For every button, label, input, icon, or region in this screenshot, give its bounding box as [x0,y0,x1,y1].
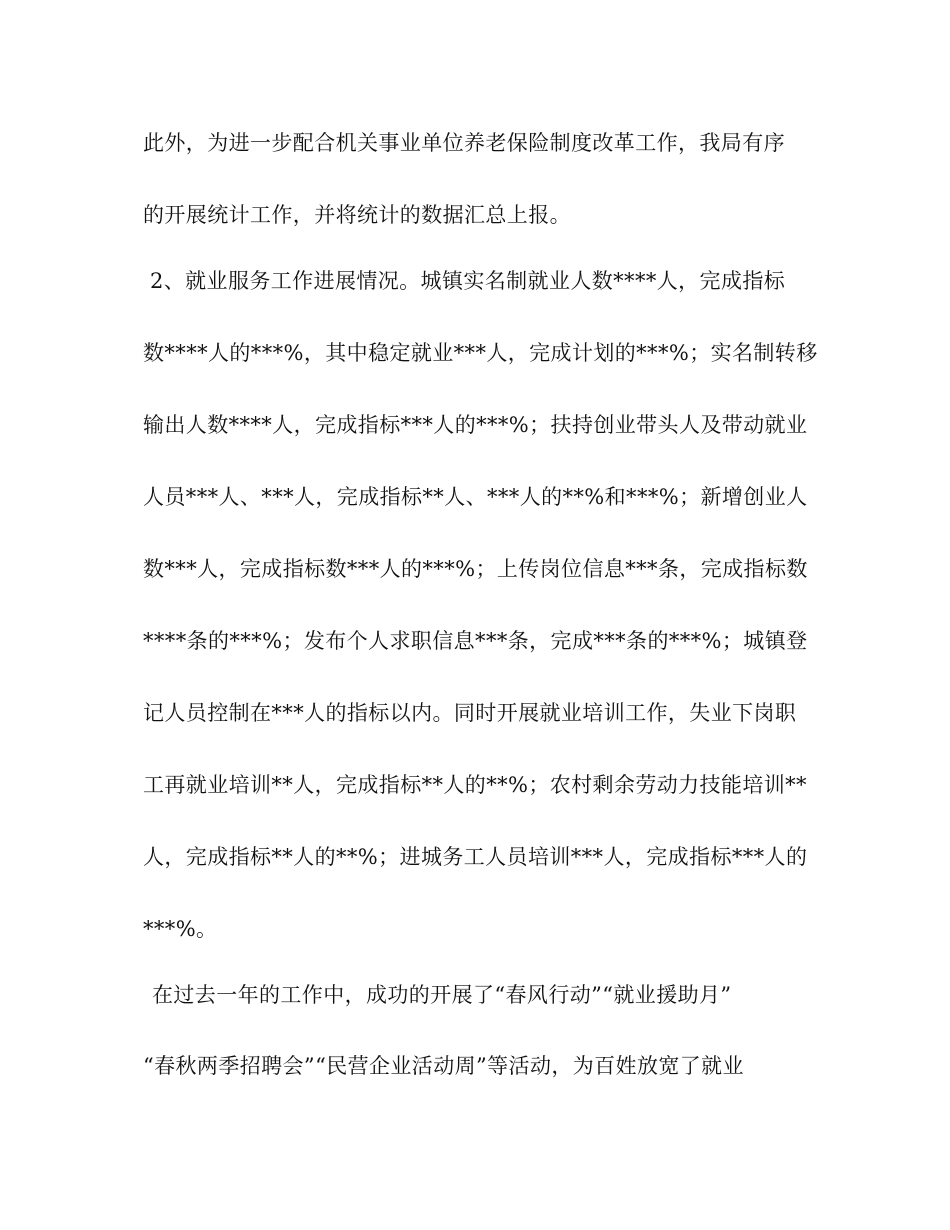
paragraph-line-10: 工再就业培训**人，完成指标**人的**%；农村剩余劳动力技能培训** [143,773,807,797]
paragraph-line-12: ***%。 [143,917,218,941]
paragraph-line-1: 此外，为进一步配合机关事业单位养老保险制度改革工作，我局有序 [143,131,785,155]
paragraph-line-6: 人员***人、***人，完成指标**人、***人的**%和***%；新增创业人 [143,485,808,509]
paragraph-line-13: 在过去一年的工作中，成功的开展了“春风行动”“就业援助月” [152,983,732,1007]
paragraph-line-4: 数****人的***%，其中稳定就业***人，完成计划的***%；实名制转移 [143,341,818,365]
paragraph-line-9: 记人员控制在***人的指标以内。同时开展就业培训工作，失业下岗职 [143,701,797,725]
paragraph-line-7: 数***人，完成指标数***人的***%；上传岗位信息***条，完成指标数 [143,557,808,581]
paragraph-line-5: 输出人数****人，完成指标***人的***%；扶持创业带头人及带动就业 [143,413,808,437]
paragraph-line-8: ****条的***%；发布个人求职信息***条，完成***条的***%；城镇登 [143,629,808,653]
paragraph-line-11: 人，完成指标**人的**%；进城务工人员培训***人，完成指标***人的 [143,845,808,869]
paragraph-line-14: “春秋两季招聘会”“民营企业活动周”等活动，为百姓放宽了就业 [143,1054,744,1078]
paragraph-line-2: 的开展统计工作，并将统计的数据汇总上报。 [143,203,571,227]
paragraph-line-3: 2、就业服务工作进展情况。城镇实名制就业人数****人，完成指标 [150,269,786,293]
